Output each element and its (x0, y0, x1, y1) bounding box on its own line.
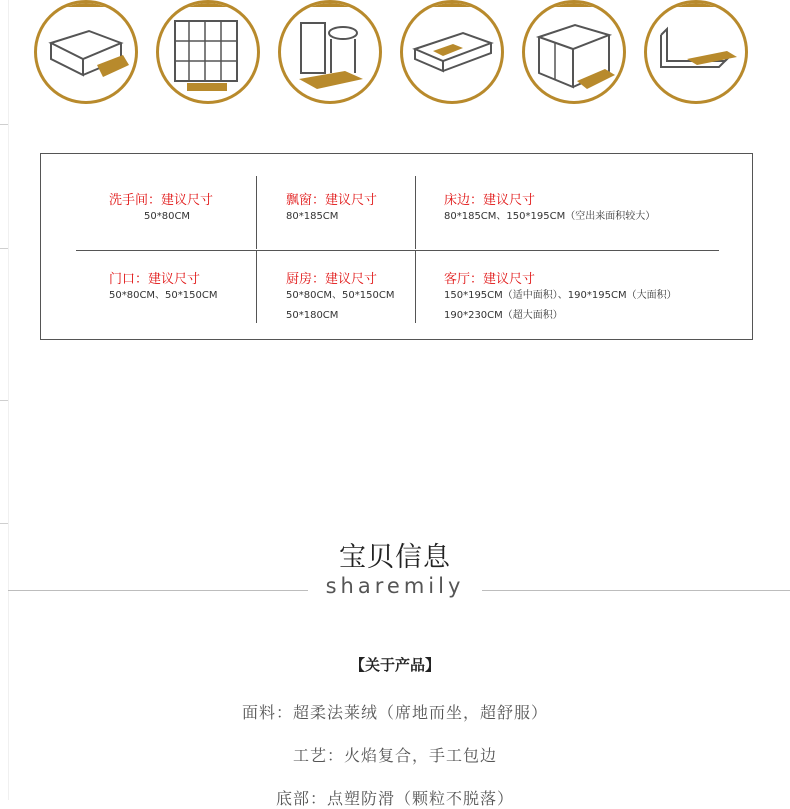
bottom-info: 底部：点塑防滑（颗粒不脱落） (275, 789, 514, 808)
bedside-size-title: 床边：建议尺寸 (444, 193, 536, 208)
doorway-size-value: 50*80CM、50*150CM (109, 290, 218, 301)
bedside-size-value: 80*185CM、150*195CM（空出来面积较大） (444, 211, 656, 222)
brand-name: sharemily (325, 574, 465, 598)
living-room-size-value: 190*230CM（超大面积） (444, 310, 563, 321)
size-recommendation-table (40, 153, 753, 340)
table-divider-vertical (256, 176, 257, 249)
kitchen-counter-icon (400, 0, 504, 104)
table-divider-vertical (256, 251, 257, 323)
table-divider-vertical (415, 176, 416, 249)
wardrobe-window-icon (156, 0, 260, 104)
craft-info: 工艺：火焰复合，手工包边 (292, 746, 497, 765)
fabric-info: 面料：超柔法莱绒（席地而坐，超舒服） (241, 703, 548, 722)
table-divider-vertical (415, 251, 416, 323)
edge-tick (0, 400, 8, 401)
edge-tick (0, 124, 8, 125)
bay-window-size-value: 80*185CM (286, 211, 339, 222)
kitchen-size-value: 50*80CM、50*150CM (286, 290, 395, 301)
living-room-size-value: 150*195CM（适中面积）、190*195CM（大面积） (444, 290, 677, 301)
edge-tick (0, 248, 8, 249)
edge-tick (0, 523, 8, 524)
bay-window-icon (644, 0, 748, 104)
kitchen-size-title: 厨房：建议尺寸 (286, 272, 378, 287)
cabinet-icon (522, 0, 626, 104)
bathroom-size-value: 50*80CM (144, 211, 191, 222)
bay-window-size-title: 飘窗：建议尺寸 (286, 193, 378, 208)
table-divider-horizontal (76, 250, 719, 251)
bed-icon (34, 0, 138, 104)
bathroom-icon (278, 0, 382, 104)
living-room-size-title: 客厅：建议尺寸 (444, 272, 536, 287)
about-product-heading: 【关于产品】 (349, 656, 440, 674)
kitchen-size-value: 50*180CM (286, 310, 339, 321)
bathroom-size-title: 洗手间：建议尺寸 (109, 193, 214, 208)
room-icon-row (0, 0, 790, 110)
doorway-size-title: 门口：建议尺寸 (109, 272, 201, 287)
section-title: 宝贝信息 (339, 542, 451, 573)
